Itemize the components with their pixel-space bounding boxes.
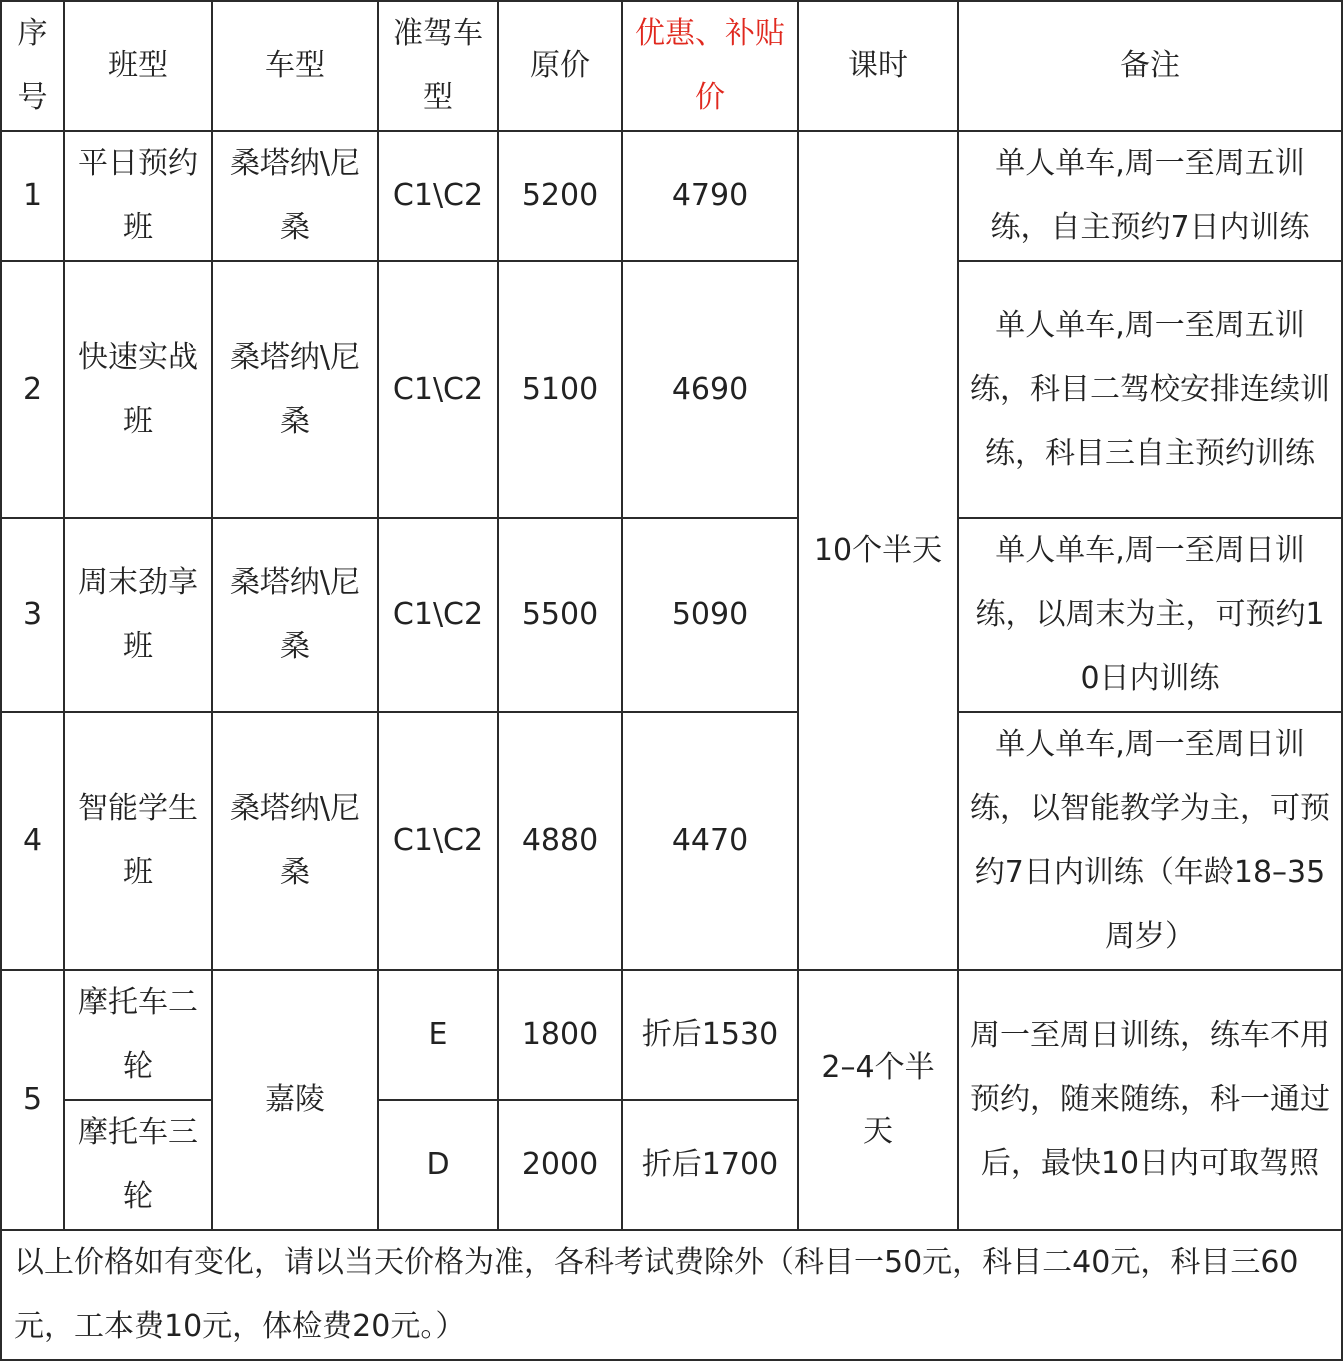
footer-note: 以上价格如有变化，请以当天价格为准，各科考试费除外（科目一50元，科目二40元，科目三60元，工本费10元，体检费20元。）: [1, 1230, 1342, 1360]
row-class-type: 摩托车三轮: [64, 1100, 212, 1230]
header-orig-price: 原价: [498, 1, 622, 131]
table-row: [1, 518, 1342, 712]
header-discount-price: 优惠、补贴价: [622, 1, 798, 131]
row-orig-price: 2000: [498, 1100, 622, 1230]
row-discount-price: 4790: [622, 131, 798, 261]
row-seq: 5: [1, 970, 64, 1230]
row-license: C1\C2: [378, 131, 498, 261]
row-discount-price: 5090: [622, 518, 798, 712]
row-class-type: 摩托车二轮: [64, 970, 212, 1100]
row-car-type: 桑塔纳\尼桑: [212, 131, 378, 261]
header-row: [1, 1, 1342, 131]
row-discount-price: 折后1700: [622, 1100, 798, 1230]
row-license: E: [378, 970, 498, 1100]
table-row: [1, 261, 1342, 518]
row-remark: 单人单车,周一至周五训练，自主预约7日内训练: [958, 131, 1342, 261]
row-seq: 1: [1, 131, 64, 261]
row-remark: 单人单车,周一至周日训练，以周末为主，可预约10日内训练: [958, 518, 1342, 712]
moto-hours: 2–4个半天: [798, 970, 958, 1230]
row-remark: 单人单车,周一至周五训练，科目二驾校安排连续训练，科目三自主预约训练: [958, 261, 1342, 518]
row-class-type: 快速实战班: [64, 261, 212, 518]
table-row: [1, 131, 1342, 261]
row-class-type: 周末劲享班: [64, 518, 212, 712]
row-remark: 单人单车,周一至周日训练，以智能教学为主，可预约7日内训练（年龄18–35周岁）: [958, 712, 1342, 970]
row-license: C1\C2: [378, 712, 498, 970]
header-seq: 序号: [1, 1, 64, 131]
header-car-type: 车型: [212, 1, 378, 131]
header-hours: 课时: [798, 1, 958, 131]
row-car-type: 桑塔纳\尼桑: [212, 261, 378, 518]
row-car-type: 桑塔纳\尼桑: [212, 712, 378, 970]
row-seq: 3: [1, 518, 64, 712]
footer-row: [1, 1230, 1342, 1360]
car-hours: 10个半天: [798, 131, 958, 970]
row-seq: 4: [1, 712, 64, 970]
row-remark: 周一至周日训练，练车不用预约，随来随练，科一通过后，最快10日内可取驾照: [958, 970, 1342, 1230]
header-license: 准驾车型: [378, 1, 498, 131]
row-orig-price: 5200: [498, 131, 622, 261]
header-remark: 备注: [958, 1, 1342, 131]
row-class-type: 平日预约班: [64, 131, 212, 261]
row-seq: 2: [1, 261, 64, 518]
row-orig-price: 1800: [498, 970, 622, 1100]
table-row: [1, 970, 1342, 1100]
row-license: C1\C2: [378, 518, 498, 712]
header-class-type: 班型: [64, 1, 212, 131]
row-orig-price: 5100: [498, 261, 622, 518]
row-car-type: 嘉陵: [212, 970, 378, 1230]
row-discount-price: 折后1530: [622, 970, 798, 1100]
row-license: D: [378, 1100, 498, 1230]
table-row: [1, 712, 1342, 970]
row-class-type: 智能学生班: [64, 712, 212, 970]
row-discount-price: 4690: [622, 261, 798, 518]
row-license: C1\C2: [378, 261, 498, 518]
row-car-type: 桑塔纳\尼桑: [212, 518, 378, 712]
row-discount-price: 4470: [622, 712, 798, 970]
row-orig-price: 4880: [498, 712, 622, 970]
row-orig-price: 5500: [498, 518, 622, 712]
